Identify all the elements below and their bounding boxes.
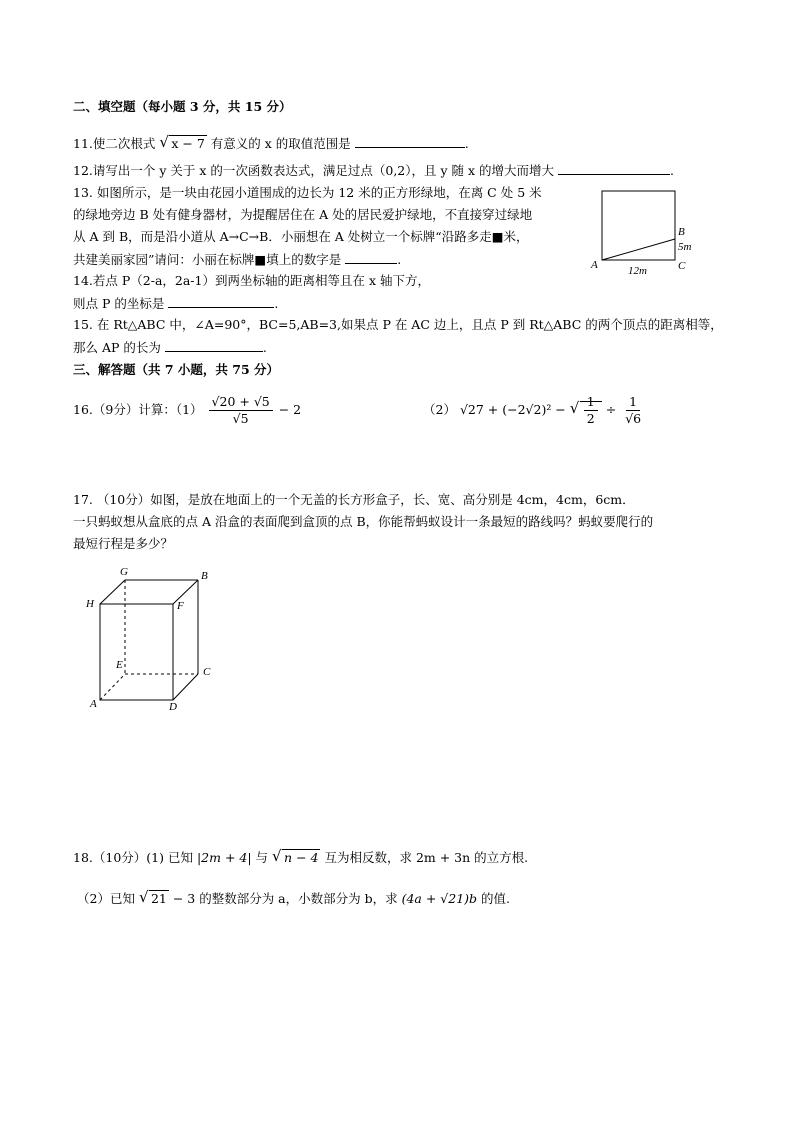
q11-sqrt: [159, 135, 206, 153]
path-a-to-b: [602, 239, 675, 260]
q14-line-2-text: 则点 P 的坐标是: [73, 296, 165, 311]
label-d: D: [169, 701, 177, 713]
edge-h-g: [100, 580, 125, 604]
q16-part2-label: （2）: [423, 402, 456, 417]
q15-line-2: 那么 AP 的长为 .: [73, 340, 267, 355]
question-11: 11.使二次根式 √ x − 7 有意义的 x 的取值范围是 .: [73, 134, 469, 153]
label-f: F: [177, 600, 184, 612]
label-c: C: [203, 666, 211, 678]
q13-line-3: 从 A 到 B，而是沿小道从 A→C→B．小丽想在 A 处树立一个标牌“沿路多走■米，: [73, 229, 529, 244]
q13-square-figure: [590, 186, 700, 278]
q12-answer-blank[interactable]: [558, 161, 670, 175]
frac1-num: √ 1: [584, 394, 598, 411]
label-b: B: [678, 226, 685, 238]
q16-part1-denominator: √5: [232, 411, 249, 426]
q11-suffix: 有意义的 x 的取值范围是: [210, 136, 351, 151]
section-title-fill-blank: 二、填空题（每小题 3 分，共 15 分）: [73, 99, 292, 114]
q16-part2-frac1: [584, 394, 598, 427]
q13-line-2: 的绿地旁边 B 处有健身器材，为提醒居住在 A 处的居民爱护绿地，不直接穿过绿地: [73, 207, 533, 222]
q15-answer-blank[interactable]: [165, 338, 263, 352]
q11-prefix: 11.使二次根式: [73, 136, 156, 151]
q18-line2-sqrt: [139, 890, 169, 908]
frac1-den: 2: [586, 411, 595, 426]
q13-answer-blank[interactable]: [345, 250, 397, 264]
q18-line2-suffix: 的值.: [481, 891, 511, 906]
label-12m: 12m: [628, 265, 647, 277]
frac2-den: √6: [625, 411, 642, 426]
q18-line2-mid: − 3 的整数部分为 a，小数部分为 b，求: [172, 891, 398, 906]
q13-line-4-text: 共建美丽家园”请问：小丽在标牌■填上的数字是: [73, 252, 342, 267]
label-a: A: [90, 698, 97, 710]
q11-answer-blank[interactable]: [355, 134, 465, 148]
q17-line-1: 17. （10分）如图，是放在地面上的一个无盖的长方形盒子，长、宽、高分别是 4cm，4cm，6cm．: [73, 492, 635, 507]
q14-answer-blank[interactable]: [168, 294, 274, 308]
q11-radicand: x − 7: [171, 136, 205, 151]
q18-line2-radicand: 21: [150, 891, 167, 906]
q18-line1-suffix: 互为相反数，求 2m + 3n 的立方根.: [324, 850, 529, 865]
q16-prefix: 16.（9分）计算：（1）: [73, 402, 203, 417]
q14-line-2: 则点 P 的坐标是 .: [73, 296, 279, 311]
q18-line1-abs: |2m + 4|: [196, 850, 252, 865]
q18-line2-expr: (4a + √21)b: [401, 891, 478, 906]
label-5m: 5m: [678, 241, 692, 253]
edge-a-e-hidden: [100, 674, 125, 700]
q18-part-1: [73, 849, 528, 867]
q15-line-2-text: 那么 AP 的长为: [73, 340, 161, 355]
label-b: B: [201, 570, 208, 582]
q18-line2-prefix: （2）已知: [77, 891, 135, 906]
q16-part1-fraction: [209, 394, 273, 427]
q16-part2-sqrt-frac: [570, 392, 602, 428]
label-g: G: [120, 566, 128, 578]
question-16-part-2: [423, 392, 646, 428]
label-h: H: [86, 598, 94, 610]
q16-part2-div: ÷: [605, 402, 617, 417]
q12-text: 12.请写出一个 y 关于 x 的一次函数表达式，满足过点（0,2），且 y 随 x 的增大而增大: [73, 163, 555, 178]
label-c: C: [678, 260, 686, 272]
q18-line1-sqrt: [272, 849, 320, 867]
label-a: A: [591, 259, 598, 271]
q18-line1-prefix: 18.（10分）(1) 已知: [73, 850, 193, 865]
q13-line-4: 共建美丽家园”请问：小丽在标牌■填上的数字是 .: [73, 252, 402, 267]
label-e: E: [116, 659, 123, 671]
frac2-num: 1: [626, 394, 640, 411]
q17-line-3: 最短行程是多少？: [73, 536, 174, 551]
edge-d-c: [173, 674, 198, 700]
q16-part2-expr: √27 + (−2√2)² −: [459, 402, 566, 417]
q16-part2-frac2: [622, 394, 644, 427]
q17-line-2: 一只蚂蚁想从盒底的点 A 沿盒的表面爬到盒顶的点 B，你能帮蚂蚁设计一条最短的路线吗？蚂蚁要爬行的: [73, 514, 654, 529]
q18-line1-mid: 与: [255, 850, 269, 865]
q16-part1-numerator: √20 + √5: [209, 394, 273, 411]
q16-part1-tail: − 2: [278, 402, 302, 417]
q14-line-1: 14.若点 P（2-a，2a-1）到两坐标轴的距离相等且在 x 轴下方，: [73, 273, 430, 288]
q18-line1-radicand: n − 4: [284, 850, 319, 865]
section-title-solve: 三、解答题（共 7 小题，共 75 分）: [73, 362, 280, 377]
box-front-face: [100, 604, 173, 700]
question-12: 12.请写出一个 y 关于 x 的一次函数表达式，满足过点（0,2），且 y 随 x 的增大而增大 .: [73, 163, 674, 178]
q18-part-2: [77, 890, 510, 908]
question-16: [73, 392, 301, 428]
q15-line-1: 15. 在 Rt△ABC 中，∠A=90°，BC=5,AB=3,如果点 P 在 AC 边上，且点 P 到 Rt△ABC 的两个顶点的距离相等，: [73, 317, 723, 332]
q13-line-1: 13. 如图所示，是一块由花园小道围成的边长为 12 米的正方形绿地，在离 C 处 5 米: [73, 185, 542, 200]
q17-box-figure: [82, 562, 222, 714]
